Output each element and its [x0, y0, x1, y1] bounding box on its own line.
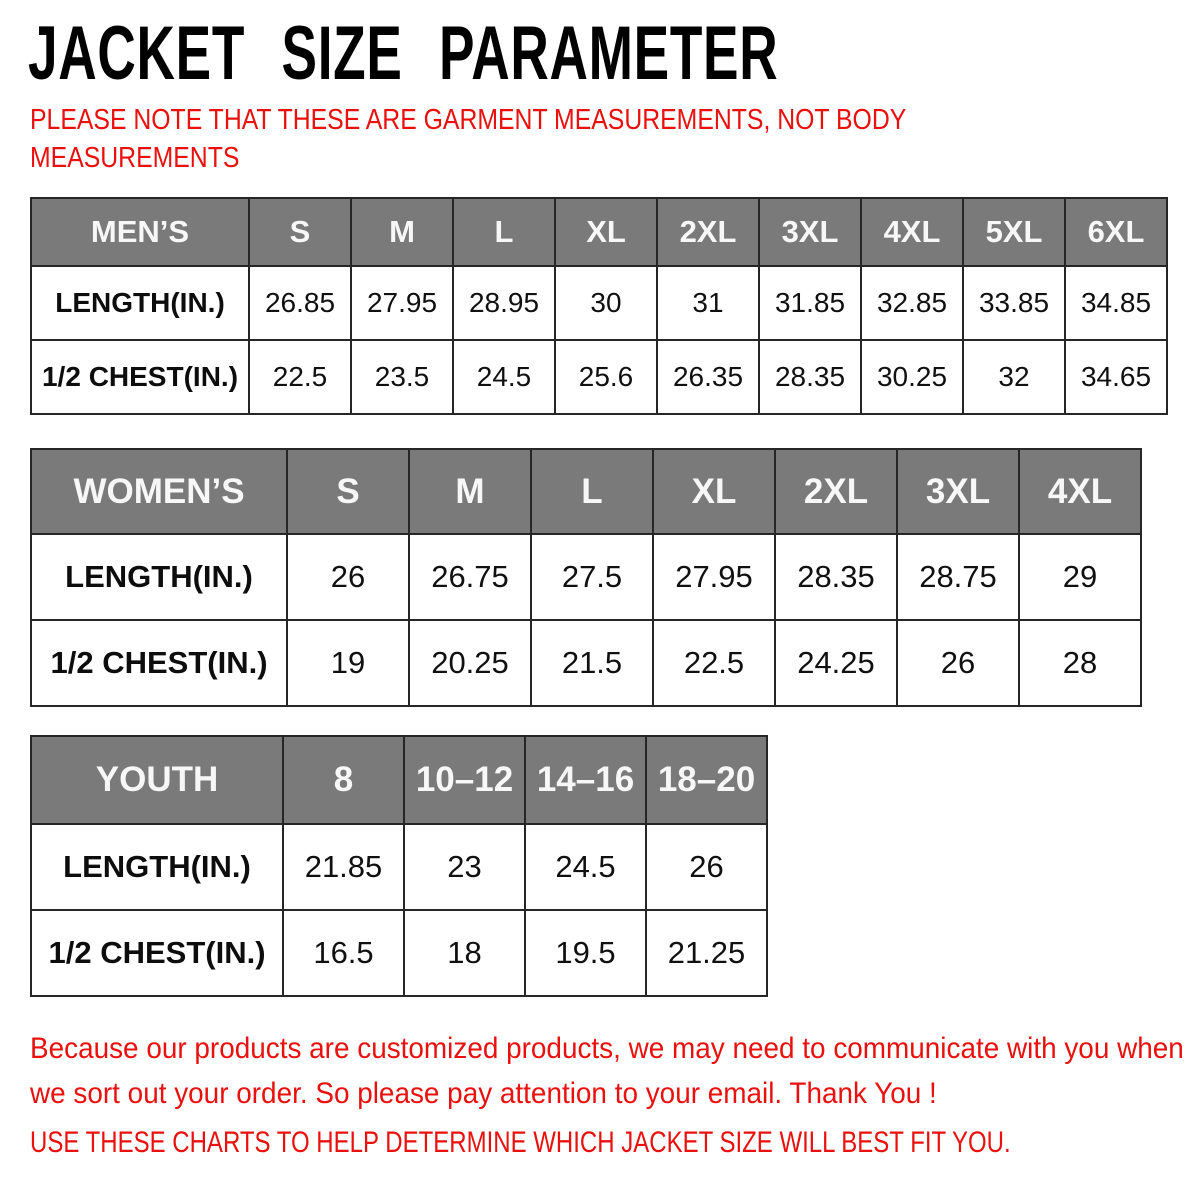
page-title [28, 11, 1100, 96]
measurement-value-cell: 31 [657, 266, 759, 340]
measurement-value-cell: 26.85 [249, 266, 351, 340]
measurement-value-cell: 24.5 [453, 340, 555, 414]
measurement-value-cell: 23.5 [351, 340, 453, 414]
size-header-cell: 10–12 [404, 736, 525, 824]
size-header-cell: 4XL [861, 198, 963, 266]
measurement-value-cell: 34.85 [1065, 266, 1167, 340]
measurement-label-cell: LENGTH(IN.) [31, 534, 287, 620]
size-header-cell: 18–20 [646, 736, 767, 824]
size-header-cell: 2XL [775, 449, 897, 534]
group-name-cell: YOUTH [31, 736, 283, 824]
measurement-value-cell: 23 [404, 824, 525, 910]
measurement-value-cell: 32.85 [861, 266, 963, 340]
garment-measurement-note-text: PLEASE NOTE THAT THESE ARE GARMENT MEASUREMENTS, NOT BODY MEASUREMENTS [30, 104, 906, 174]
measurement-value-cell: 28.35 [775, 534, 897, 620]
size-header-cell: S [249, 198, 351, 266]
size-header-cell: XL [653, 449, 775, 534]
size-header-cell: 8 [283, 736, 404, 824]
measurement-value-cell: 27.5 [531, 534, 653, 620]
measurement-row [31, 910, 767, 996]
measurement-value-cell: 19 [287, 620, 409, 706]
page-title-text: JACKET SIZE PARAMETER [28, 11, 779, 96]
size-header-cell: L [453, 198, 555, 266]
measurement-value-cell: 24.25 [775, 620, 897, 706]
measurement-value-cell: 22.5 [249, 340, 351, 414]
measurement-value-cell: 26 [287, 534, 409, 620]
measurement-value-cell: 30 [555, 266, 657, 340]
measurement-value-cell: 18 [404, 910, 525, 996]
group-name-cell: MEN’S [31, 198, 249, 266]
size-header-cell: M [351, 198, 453, 266]
size-header-cell: 5XL [963, 198, 1065, 266]
measurement-value-cell: 30.25 [861, 340, 963, 414]
measurement-value-cell: 26.35 [657, 340, 759, 414]
measurement-value-cell: 34.65 [1065, 340, 1167, 414]
size-header-cell: 4XL [1019, 449, 1141, 534]
measurement-value-cell: 29 [1019, 534, 1141, 620]
customization-notice [30, 1026, 1200, 1116]
youth-size-table [30, 735, 768, 997]
measurement-label-cell: LENGTH(IN.) [31, 824, 283, 910]
measurement-value-cell: 16.5 [283, 910, 404, 996]
measurement-label-cell: 1/2 CHEST(IN.) [31, 340, 249, 414]
measurement-row [31, 620, 1141, 706]
size-header-cell: 2XL [657, 198, 759, 266]
measurement-value-cell: 19.5 [525, 910, 646, 996]
mens-size-table [30, 197, 1168, 415]
chart-usage-instruction [30, 1126, 1200, 1160]
measurement-label-cell: 1/2 CHEST(IN.) [31, 910, 283, 996]
measurement-value-cell: 27.95 [653, 534, 775, 620]
measurement-value-cell: 31.85 [759, 266, 861, 340]
measurement-value-cell: 21.5 [531, 620, 653, 706]
size-header-row [31, 736, 767, 824]
measurement-value-cell: 28 [1019, 620, 1141, 706]
size-header-row [31, 449, 1141, 534]
measurement-value-cell: 33.85 [963, 266, 1065, 340]
measurement-value-cell: 24.5 [525, 824, 646, 910]
measurement-row [31, 534, 1141, 620]
measurement-value-cell: 20.25 [409, 620, 531, 706]
size-header-cell: S [287, 449, 409, 534]
measurement-value-cell: 26 [646, 824, 767, 910]
measurement-value-cell: 21.85 [283, 824, 404, 910]
measurement-row [31, 266, 1167, 340]
measurement-value-cell: 28.95 [453, 266, 555, 340]
measurement-label-cell: 1/2 CHEST(IN.) [31, 620, 287, 706]
measurement-value-cell: 27.95 [351, 266, 453, 340]
size-header-cell: 6XL [1065, 198, 1167, 266]
size-header-cell: L [531, 449, 653, 534]
measurement-value-cell: 26.75 [409, 534, 531, 620]
measurement-value-cell: 28.35 [759, 340, 861, 414]
womens-size-table [30, 448, 1142, 707]
measurement-value-cell: 28.75 [897, 534, 1019, 620]
measurement-label-cell: LENGTH(IN.) [31, 266, 249, 340]
measurement-value-cell: 25.6 [555, 340, 657, 414]
customization-notice-text: Because our products are customized products, we may need to communicate with you when we sort out your order. So please pay attention to your email. Thank You ! [30, 1032, 1184, 1110]
measurement-row [31, 824, 767, 910]
measurement-value-cell: 26 [897, 620, 1019, 706]
size-header-cell: XL [555, 198, 657, 266]
chart-usage-instruction-text: USE THESE CHARTS TO HELP DETERMINE WHICH JACKET SIZE WILL BEST FIT YOU. [30, 1126, 1011, 1159]
measurement-value-cell: 32 [963, 340, 1065, 414]
size-header-cell: M [409, 449, 531, 534]
group-name-cell: WOMEN’S [31, 449, 287, 534]
measurement-value-cell: 22.5 [653, 620, 775, 706]
size-header-cell: 3XL [897, 449, 1019, 534]
measurement-value-cell: 21.25 [646, 910, 767, 996]
size-header-row [31, 198, 1167, 266]
size-header-cell: 3XL [759, 198, 861, 266]
size-header-cell: 14–16 [525, 736, 646, 824]
garment-measurement-note [30, 102, 1040, 178]
measurement-row [31, 340, 1167, 414]
